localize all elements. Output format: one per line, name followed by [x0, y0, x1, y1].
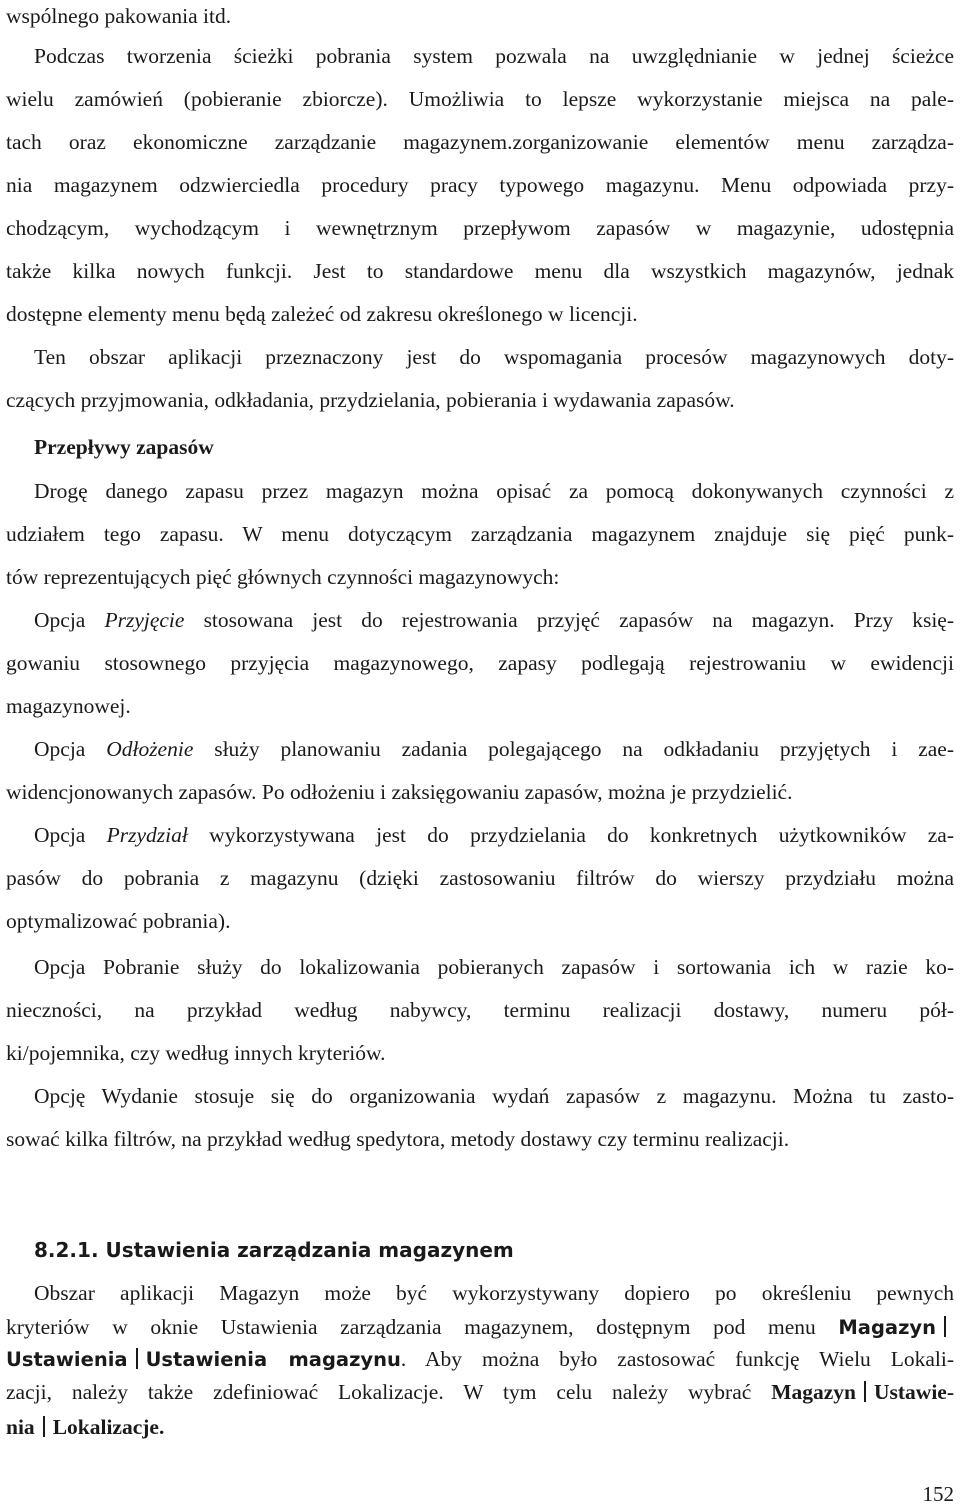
text-line: magazynowej. [6, 694, 131, 718]
text-line: nia Lokalizacje. [6, 1415, 165, 1439]
text-line: dostępne elementy menu będą zależeć od zakresu określonego w licencji. [6, 302, 638, 326]
menu-separator [136, 1348, 138, 1369]
text-line: Ten obszar aplikacji przeznaczony jest do wspomagania procesów magazynowych doty- [34, 345, 954, 369]
text-line: Opcja Odłożenie służy planowaniu zadania polegającego na odkładaniu przyjętych i zae- [34, 737, 954, 761]
text-line: Ustawienia Ustawienia magazynu. Aby można było zastosować funkcję Wielu Lokali- [6, 1347, 954, 1371]
text-line: Drogę danego zapasu przez magazyn można opisać za pomocą dokonywanych czynności z [34, 479, 954, 503]
text-line: ki/pojemnika, czy według innych kryteriów. [6, 1041, 386, 1065]
text-line: czących przyjmowania, odkładania, przydzielania, pobierania i wydawania zapasów. [6, 388, 735, 412]
menu-separator [864, 1381, 866, 1402]
text-line: chodzącym, wychodzącym i wewnętrznym przepływom zapasów w magazynie, udostępnia [6, 216, 954, 240]
text-line: nieczności, na przykład według nabywcy, terminu realizacji dostawy, numeru pół- [6, 998, 954, 1022]
text-line: tów reprezentujących pięć głównych czynności magazynowych: [6, 565, 560, 589]
section-heading: 8.2.1. Ustawienia zarządzania magazynem [34, 1238, 514, 1262]
page-number: 152 [922, 1482, 954, 1506]
text-line: Opcja Pobranie służy do lokalizowania pobieranych zapasów i sortowania ich w razie ko- [34, 955, 955, 979]
text-line: tach oraz ekonomiczne zarządzanie magazynem.zorganizowanie elementów menu zarządza- [6, 130, 954, 154]
menu-separator [944, 1316, 946, 1337]
text-line: wielu zamówień (pobieranie zbiorcze). Umożliwia to lepsze wykorzystanie miejsca na pale- [6, 87, 954, 111]
text-line: sować kilka filtrów, na przykład według spedytora, metody dostawy czy terminu realizacji. [6, 1127, 790, 1151]
text-line: zacji, należy także zdefiniować Lokalizacje. W tym celu należy wybrać Magazyn Ustawie- [6, 1380, 954, 1404]
text-line: nia magazynem odzwierciedla procedury pracy typowego magazynu. Menu odpowiada przy- [6, 173, 955, 197]
text-line: wspólnego pakowania itd. [6, 4, 232, 28]
text-line: gowaniu stosownego przyjęcia magazynowego, zapasy podlegają rejestrowaniu w ewidencji [6, 651, 954, 675]
text-line: Podczas tworzenia ścieżki pobrania system pozwala na uwzględnianie w jednej ścieżce [34, 44, 954, 68]
menu-separator [43, 1416, 45, 1437]
text-line: pasów do pobrania z magazynu (dzięki zastosowaniu filtrów do wierszy przydziału można [6, 866, 954, 890]
text-line: udziałem tego zapasu. W menu dotyczącym zarządzania magazynem znajduje się pięć punk- [6, 522, 954, 546]
text-line: Obszar aplikacji Magazyn może być wykorzystywany dopiero po określeniu pewnych [34, 1281, 955, 1305]
text-line: także kilka nowych funkcji. Jest to standardowe menu dla wszystkich magazynów, jednak [6, 259, 955, 283]
text-line: Opcja Przyjęcie stosowana jest do rejestrowania przyjęć zapasów na magazyn. Przy księ- [34, 608, 955, 632]
text-line: widencjonowanych zapasów. Po odłożeniu i zaksięgowaniu zapasów, można je przydzielić. [6, 780, 793, 804]
text-line: Opcję Wydanie stosuje się do organizowania wydań zapasów z magazynu. Można tu zasto- [34, 1084, 954, 1108]
section-subheading: Przepływy zapasów [34, 435, 214, 459]
text-line: Opcja Przydział wykorzystywana jest do przydzielania do konkretnych użytkowników za- [34, 823, 955, 847]
text-line: optymalizować pobrania). [6, 909, 231, 933]
text-line: kryteriów w oknie Ustawienia zarządzania magazynem, dostępnym pod menu Magazyn [6, 1311, 954, 1344]
